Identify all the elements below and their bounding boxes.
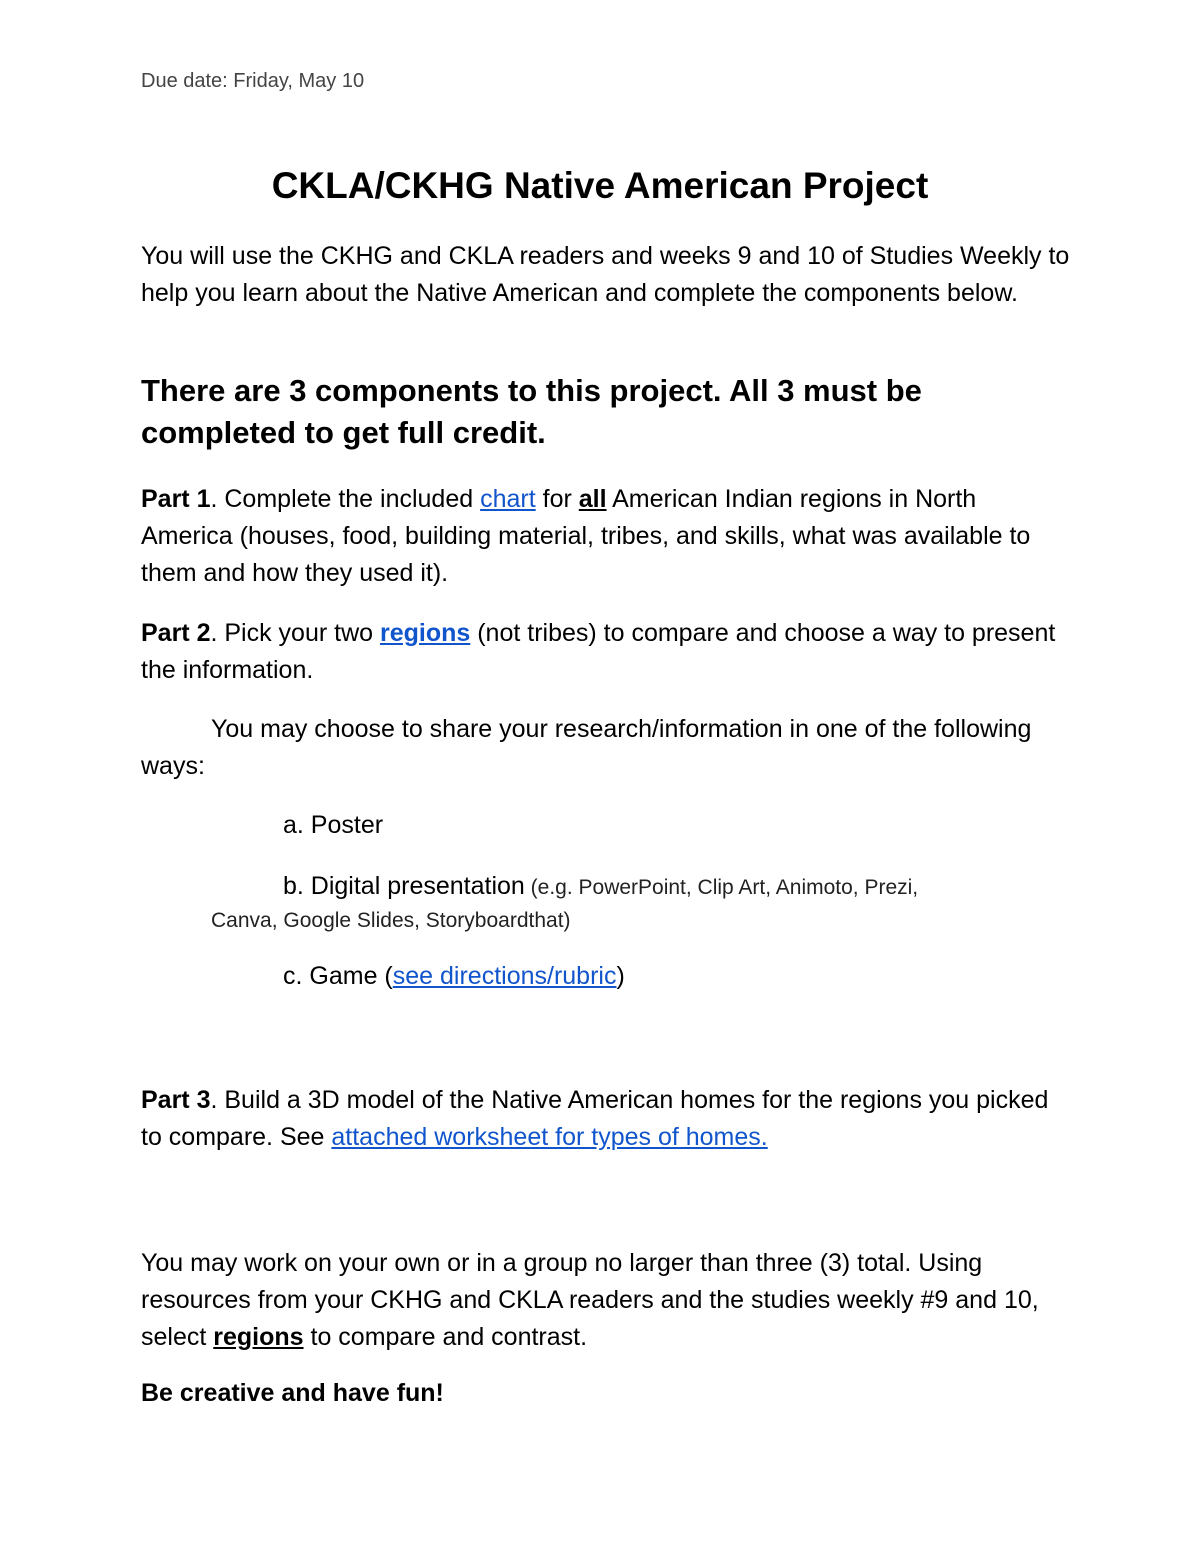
option-game-end: ) xyxy=(616,962,625,990)
due-date: Due date: Friday, May 10 xyxy=(141,70,365,92)
regions-link[interactable]: regions xyxy=(379,619,471,647)
worksheet-link[interactable]: attached worksheet for types of homes. xyxy=(331,1123,768,1151)
part3-text: . Build a 3D model of the Native American homes for the regions you picked to compare. See xyxy=(141,1086,1049,1151)
part2-text-2: (not tribes) to compare and choose a way to present the information. xyxy=(141,619,1056,684)
intro-paragraph: You will use the CKHG and CKLA readers and weeks 9 and 10 of Studies Weekly to help you learn about the Native American and complete the components below. xyxy=(141,242,1070,307)
option-digital-examples: (e.g. PowerPoint, Clip Art, Animoto, Prezi, xyxy=(524,876,919,899)
share-paragraph: You may choose to share your research/information in one of the following ways: xyxy=(141,715,1032,780)
directions-rubric-link[interactable]: see directions/rubric xyxy=(392,962,617,990)
part1-text-2: for xyxy=(535,485,579,513)
group-text: You may work on your own or in a group no larger than three (3) total. Using resources from your CKHG and CKLA readers and the studies weekly #9 and 10, select xyxy=(141,1249,1039,1351)
closing-line: Be creative and have fun! xyxy=(141,1379,444,1407)
group-emphasis: regions xyxy=(213,1323,304,1351)
option-digital-examples-2: Canva, Google Slides, Storyboardthat) xyxy=(211,909,571,932)
part1-text: . Complete the included xyxy=(210,485,481,513)
option-game xyxy=(283,958,1063,995)
page-title: CKLA/CKHG Native American Project xyxy=(271,165,929,206)
part2-paragraph xyxy=(141,615,1071,689)
option-game-label: c. Game ( xyxy=(283,962,393,990)
part1-paragraph xyxy=(141,481,1071,592)
part2-label: Part 2 xyxy=(141,619,211,647)
part2-text: . Pick your two xyxy=(210,619,380,647)
option-poster: a. Poster xyxy=(283,811,384,839)
group-text-2: to compare and contrast. xyxy=(303,1323,588,1351)
option-digital xyxy=(211,868,1091,936)
part1-label: Part 1 xyxy=(141,485,211,513)
part3-paragraph xyxy=(141,1082,1071,1156)
part1-emphasis: all xyxy=(578,485,607,513)
group-paragraph xyxy=(141,1245,1071,1356)
option-digital-label: b. Digital presentation xyxy=(283,872,525,900)
part3-label: Part 3 xyxy=(141,1086,211,1114)
part1-text-3: American Indian regions in North America (houses, food, building material, tribes, and skills, what was available to them and how they used it). xyxy=(141,485,1031,587)
chart-link[interactable]: chart xyxy=(480,485,536,513)
components-heading: There are 3 components to this project. All 3 must be completed to get full credit. xyxy=(141,373,922,450)
option-digital-line1 xyxy=(211,868,1091,906)
